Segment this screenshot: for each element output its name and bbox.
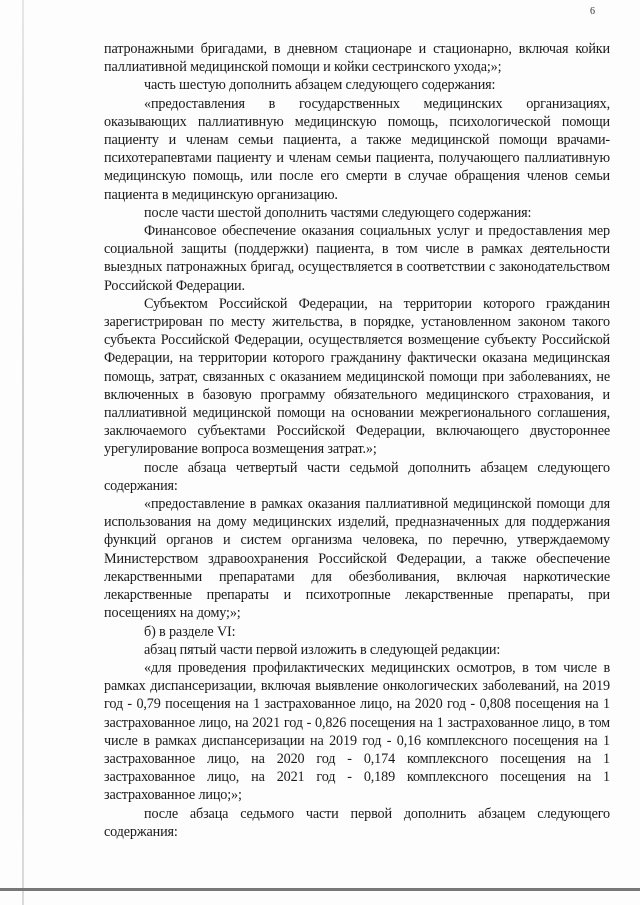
paragraph-7: после абзаца четвертый части седьмой дополнить абзацем следующего содержания: bbox=[104, 459, 610, 494]
paragraph-10: абзац пятый части первой изложить в следующей редакции: bbox=[144, 641, 501, 658]
paragraph-5: Финансовое обеспечение оказания социальных услуг и предоставления мер социальной защиты (поддержки) пациента, в том числе в рамках деятельности выездных патронажных бригад, осуществляется в соответствии с законодательством Российской Федерации. bbox=[104, 223, 610, 294]
paragraph-11: «для проведения профилактических медицинских осмотров, в том числе в рамках диспансеризации, включая выявление онкологических заболеваний, на 2019 год - 0,79 посещения на 1 застрахованное лицо, на 2020 год - 0,808 посещения на 1 застрахованное лицо, на 2021 год - 0,826 посещения на 1 застрахованное лицо, в том числе в рамках диспансеризации на 2019 год - 0,16 комплексного посещения на 1 застрахованное лицо, на 2020 год - 0,174 комплексного посещения на 1 застрахованное лицо, на 2021 год - 0,189 комплексного посещения на 1 застрахованное лицо;»; bbox=[104, 659, 610, 804]
page-number: 6 bbox=[590, 6, 595, 17]
scan-edge-left bbox=[22, 0, 24, 905]
paragraph-9: б) в разделе VI: bbox=[144, 623, 236, 640]
document-body bbox=[104, 40, 610, 841]
paragraph-3: «предоставления в государственных медицинских организациях, оказывающих паллиативную медицинскую помощь, психологической помощи пациенту и членам семьи пациента, а также медицинской помощи врачами-психотерапевтами пациенту и членам семьи пациента, получающего паллиативную медицинскую помощь, или после его смерти в случае обращения членов семьи пациента в медицинскую организацию. bbox=[104, 95, 610, 203]
paragraph-1: патронажными бригадами, в дневном стационаре и стационарно, включая койки паллиативной медицинской помощи и койки сестринского ухода;»; bbox=[104, 41, 610, 76]
paragraph-6: Субъектом Российской Федерации, на территории которого гражданин зарегистрирован по месту жительства, в порядке, установленном законом такого субъекта Российской Федерации, осуществляется возмещение субъекту Российской Федерации, на территории которого гражданину фактически оказана медицинская помощь, затрат, связанных с оказанием медицинской помощи при заболеваниях, не включенных в базовую программу обязательного медицинского страхования, и паллиативной медицинской помощи на основании межрегионального соглашения, заключаемого субъектами Российской Федерации, включающего двустороннее урегулирование вопроса возмещения затрат.»; bbox=[104, 295, 610, 458]
paragraph-2: часть шестую дополнить абзацем следующего содержания: bbox=[144, 77, 496, 94]
scan-edge-bottom bbox=[0, 888, 640, 891]
paragraph-8: «предоставление в рамках оказания паллиативной медицинской помощи для использования на дому медицинских изделий, предназначенных для поддержания функций органов и систем организма человека, по перечню, утверждаемому Министерством здравоохранения Российской Федерации, а также обеспечение лекарственными препаратами для обезболивания, включая наркотические лекарственные препараты и психотропные лекарственные препараты, при посещениях на дому;»; bbox=[104, 496, 610, 622]
paragraph-12: после абзаца седьмого части первой дополнить абзацем следующего содержания: bbox=[104, 805, 610, 840]
paragraph-4: после части шестой дополнить частями следующего содержания: bbox=[144, 204, 532, 221]
